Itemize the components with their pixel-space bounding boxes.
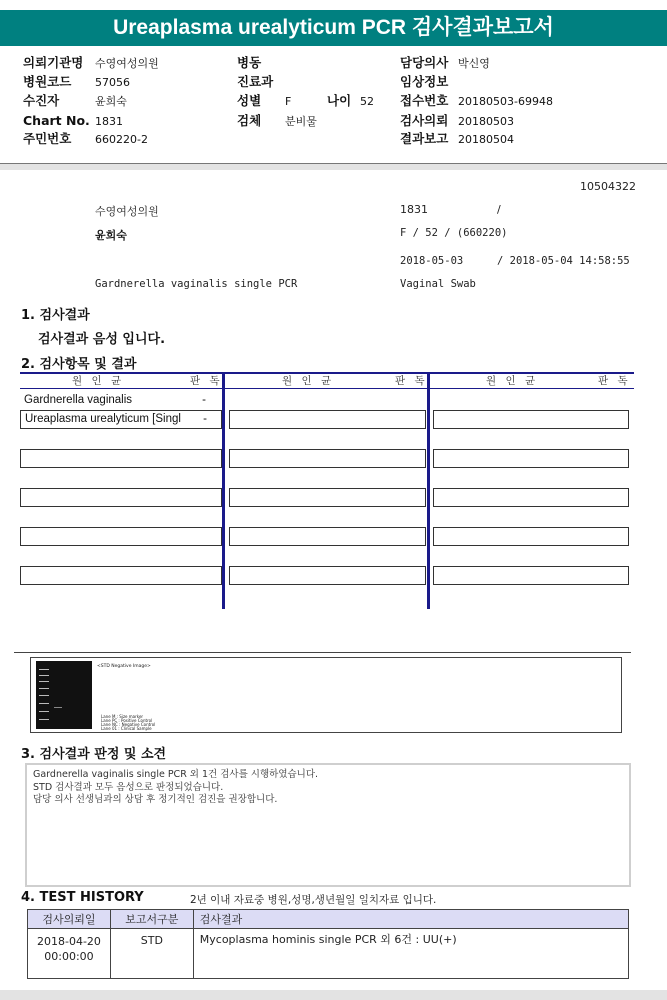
chart-value: 1831 [95,115,123,128]
col-pathogen-2: 원 인 균 [282,375,335,387]
empty-result-cell [229,488,426,507]
col-judgement-3: 판 독 [598,375,631,387]
detail-test-name: Gardnerella vaginalis single PCR [95,278,298,290]
detail-sex-age: F / 52 / (660220) [400,227,508,239]
empty-result-cell [20,527,222,546]
footer-band [0,990,667,1000]
col-pathogen-1: 원 인 균 [72,375,125,387]
rrn-label: 주민번호 [23,131,72,146]
result-pathogen: Gardnerella vaginalis [24,394,133,406]
result-judgement: - [203,413,207,425]
specimen-value: 분비물 [285,115,317,128]
gel-caption: <STD Negative Image> [97,664,151,669]
ward-label: 병동 [237,55,262,70]
detail-chart-no: 1831 [400,203,428,216]
empty-result-cell [20,566,222,585]
hospital-code-value: 57056 [95,76,130,89]
detail-specimen: Vaginal Swab [400,278,476,290]
section3-heading: 3. 검사결과 판정 및 소견 [21,747,167,762]
history-col-result: 검사결과 [193,910,628,929]
result-judgement: - [202,394,206,406]
age-label: 나이 [327,93,352,108]
opinion-line: Gardnerella vaginalis single PCR 외 1건 검사를 시행하였습니다. [33,769,319,780]
empty-result-cell [433,527,629,546]
empty-result-cell [433,488,629,507]
image-divider [14,652,631,653]
report-date-value: 20180504 [458,133,514,146]
section1-heading: 1. 검사결과 [21,308,90,323]
history-row [28,929,629,979]
empty-result-cell [20,449,222,468]
patient-label: 수진자 [23,93,60,108]
dept-label: 진료과 [237,74,274,89]
gel-legend-3: Lane NC : Negative Control [101,722,156,727]
rrn-value: 660220-2 [95,133,148,146]
result-row [20,410,222,429]
request-value: 20180503 [458,115,514,128]
institution-label: 의뢰기관명 [23,55,84,70]
institution-value: 수영여성의원 [95,57,159,70]
opinion-line: 담당 의사 선생님과의 상담 후 정기적인 검진을 권장합니다. [33,794,278,805]
col-judgement-1: 판 독 [190,375,223,387]
detail-date-received: 2018-05-03 [400,255,464,267]
sex-label: 성별 [237,93,262,108]
header-divider-band [0,164,667,170]
history-col-date: 검사의뢰일 [28,910,111,929]
col-pathogen-3: 원 인 균 [486,375,539,387]
gel-legend-1: Lane M : Size marker [101,714,144,719]
empty-result-cell [229,410,426,429]
empty-result-cell [433,566,629,585]
doctor-label: 담당의사 [400,55,449,70]
report-date-label: 결과보고 [400,131,449,146]
age-value: 52 [360,95,374,108]
history-table [27,909,629,979]
detail-slash: / [497,203,501,216]
gel-electrophoresis-image [36,661,92,729]
chart-label: Chart No. [23,113,90,128]
empty-result-cell [229,566,426,585]
empty-result-cell [433,449,629,468]
specimen-label: 검체 [237,113,262,128]
opinion-box [25,763,631,887]
empty-result-cell [229,527,426,546]
col-judgement-2: 판 독 [395,375,428,387]
history-result: Mycoplasma hominis single PCR 외 6건 : UU(+) [193,929,628,979]
history-date: 2018-04-20 [36,935,101,948]
gel-legend-4: Lane 01 : Clinical Sample [101,726,152,731]
sex-value: F [285,95,292,108]
section4-heading: 4. TEST HISTORY [21,890,144,905]
receipt-value: 20180503-69948 [458,95,553,108]
results-table-divider-2 [427,372,430,609]
history-time: 00:00:00 [44,950,94,963]
section1-result: 검사결과 음성 입니다. [38,332,166,347]
gel-image-frame [30,657,622,733]
receipt-label: 접수번호 [400,93,449,108]
opinion-line: STD 검사결과 모두 음성으로 판정되었습니다. [33,781,224,793]
history-type: STD [110,929,193,979]
patient-value: 윤희숙 [95,95,127,108]
report-title: Ureaplasma urealyticum PCR 검사결과보고서 [0,10,667,46]
results-table-divider-1 [222,372,225,609]
empty-result-cell [433,410,629,429]
detail-clinic: 수영여성의원 [95,205,159,218]
results-table-header-rule [20,388,634,389]
gel-legend-2: Lane PC : Positive Control [101,718,153,723]
section2-heading: 2. 검사항목 및 결과 [21,357,137,372]
doctor-value: 박신영 [458,57,490,70]
detail-date-reported: / 2018-05-04 14:58:55 [497,255,630,267]
hospital-code-label: 병원코드 [23,74,72,89]
history-col-type: 보고서구분 [110,910,193,929]
detail-patient: 윤희숙 [95,229,127,242]
clinical-label: 임상정보 [400,74,449,89]
request-label: 검사의뢰 [400,113,449,128]
history-note: 2년 이내 자료중 병원,성명,생년월일 일치자료 입니다. [190,894,437,906]
detail-code: 10504322 [580,180,636,193]
empty-result-cell [20,488,222,507]
result-row [20,392,220,411]
result-pathogen: Ureaplasma urealyticum [Singl [25,413,181,425]
empty-result-cell [229,449,426,468]
institution-row [23,55,83,71]
